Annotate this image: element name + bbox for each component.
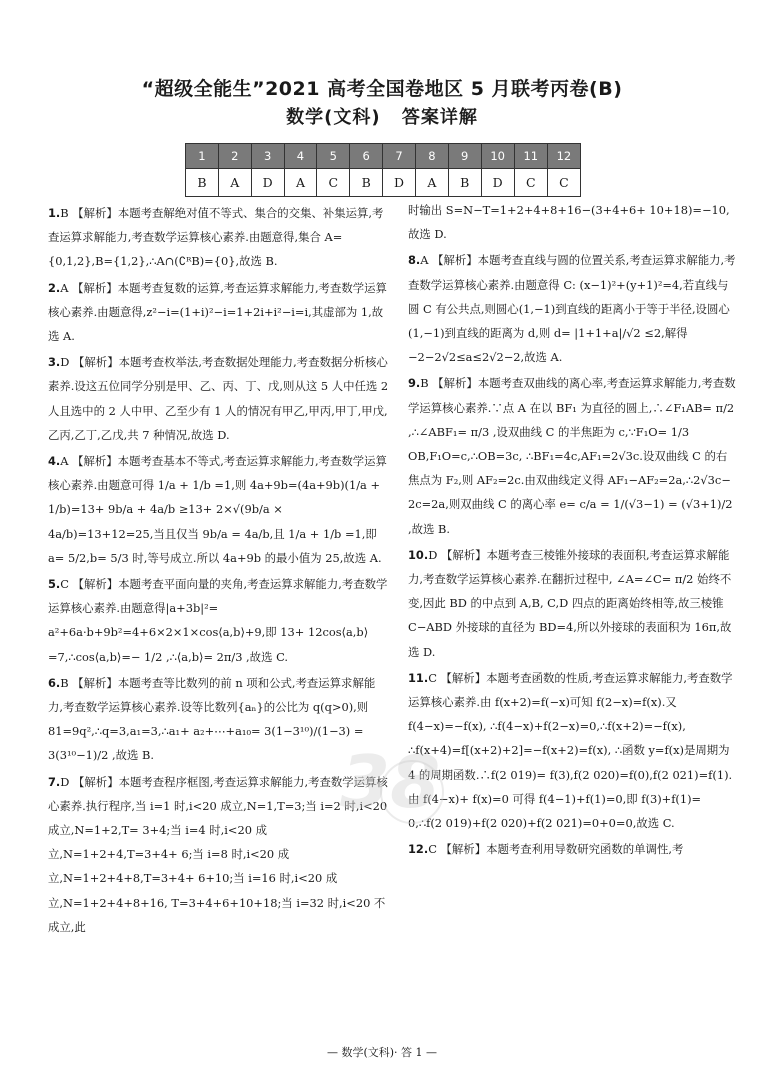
solution-number: 10.	[408, 547, 429, 562]
solution-number: 4.	[48, 454, 61, 469]
solution-item	[48, 671, 390, 768]
solution-item	[408, 248, 738, 369]
question-number-cell: 7	[383, 144, 416, 169]
solution-text: D 【解析】本题考查枚举法,考查数据处理能力,考查数据分析核心素养.设这五位同学分别是甲、乙、丙、丁、戊,则从这 5 人中任选 2 人且选中的 2 人中甲、乙至少有 1 人的情况有甲乙,甲丙,甲丁,甲戊,乙丙,乙丁,乙戊,共 7 种情况,故选 D.	[48, 355, 389, 442]
solution-number: 2.	[48, 280, 61, 295]
solution-item	[48, 201, 390, 274]
solution-item	[408, 837, 738, 861]
solution-number: 7.	[48, 774, 61, 789]
solution-item	[48, 276, 390, 349]
solution-number: 9.	[408, 376, 421, 391]
answer-table-answer-row	[186, 169, 581, 197]
solution-text: B 【解析】本题考查等比数列的前 n 项和公式,考查运算求解能力,考查数学运算核心素养.设等比数列{aₙ}的公比为 q(q>0),则 81=9q²,∴q=3,a₁=3,∴a₁+ a₂+⋯+a₁₀= 3(1−3¹⁰)/(1−3) = 3(3¹⁰−1)/2 ,故选 B.	[48, 675, 376, 763]
page-footer: — 数学(文科)· 答 1 —	[326, 1046, 438, 1059]
title-line1: “超级全能生”2021 高考全国卷地区 5 月联考丙卷(B)	[141, 78, 623, 100]
answer-cell: D	[481, 169, 514, 197]
question-number-cell: 6	[350, 144, 383, 169]
solution-number: 8.	[408, 253, 421, 268]
answer-cell: C	[514, 169, 547, 197]
question-number-cell: 2	[218, 144, 251, 169]
solution-item	[48, 770, 390, 939]
left-column	[48, 201, 390, 941]
answer-cell: A	[218, 169, 251, 197]
question-number-cell: 1	[186, 144, 219, 169]
answer-cell: A	[415, 169, 448, 197]
question-number-cell: 3	[251, 144, 284, 169]
solution-item	[48, 350, 390, 447]
solution-item	[408, 198, 738, 246]
solution-text: 时输出 S=N−T=1+2+4+8+16−(3+4+6+ 10+18)=−10,故选 D.	[408, 203, 730, 242]
solution-number: 12.	[408, 842, 429, 857]
answer-table-header-row	[186, 144, 581, 169]
answer-cell: B	[350, 169, 383, 197]
solution-item	[48, 449, 390, 570]
solution-text: C 【解析】本题考查利用导数研究函数的单调性,考	[428, 842, 684, 857]
watermark-ring	[380, 760, 444, 824]
solution-item	[408, 543, 738, 664]
solution-text: C 【解析】本题考查函数的性质,考查运算求解能力,考查数学运算核心素养.由 f(x+2)=f(−x)可知 f(2−x)=f(x).又 f(4−x)=−f(x), ∴f(4−x)+f(2−x)=0,∴f(x+2)=−f(x), ∴f(x+4)=f[(x+2)+2]=−f(x+2)=f(x), ∴函数 y=f(x)是周期为 4 的周期函数.∴f(2 019)= f(3),f(2 020)=f(0),f(2 021)=f(1).由 f(4−x)+ f(x)=0 可得 f(4−1)+f(1)=0,即 f(3)+f(1)= 0,∴f(2 019)+f(2 020)+f(2 021)=0+0=0,故选 C.	[408, 670, 733, 831]
answer-table	[185, 143, 581, 197]
solution-number: 5.	[48, 577, 61, 592]
answer-cell: D	[251, 169, 284, 197]
solution-text: D 【解析】本题考查三棱锥外接球的表面积,考查运算求解能力,考查数学运算核心素养.在翻折过程中, ∠A=∠C= π/2 始终不变,因此 BD 的中点到 A,B, C,D 四点的距离始终相等,故三棱锥 C−ABD 外接球的直径为 BD=4,所以外接球的表面积为 16π,故选 D.	[408, 547, 732, 659]
watermark-logo: 38	[340, 740, 441, 824]
right-column	[408, 198, 738, 863]
question-number-cell: 10	[481, 144, 514, 169]
answer-cell: B	[186, 169, 219, 197]
solution-number: 11.	[408, 670, 429, 685]
question-number-cell: 4	[284, 144, 317, 169]
answer-cell: A	[284, 169, 317, 197]
question-number-cell: 9	[448, 144, 481, 169]
solution-item	[408, 371, 738, 540]
question-number-cell: 5	[317, 144, 350, 169]
title-line2: 数学(文科) 答案详解	[286, 107, 478, 128]
answer-cell: C	[317, 169, 350, 197]
question-number-cell: 11	[514, 144, 547, 169]
answer-cell: D	[383, 169, 416, 197]
solution-text: B 【解析】本题考查双曲线的离心率,考查运算求解能力,考查数学运算核心素养.∵点 A 在以 BF₁ 为直径的圆上,∴∠F₁AB= π/2 ,∴∠ABF₁= π/3 ,设双曲线 C 的半焦距为 c,∵F₁O= 1/3 OB,F₁O=c,∴OB=3c, ∴BF₁=4c,AF₁=2√3c.设双曲线 C 的右焦点为 F₂,则 AF₂=2c.由双曲线定义得 AF₁−AF₂=2a,∴2√3c− 2c=2a,则双曲线 C 的离心率 e= c/a = 1/(√3−1) = (√3+1)/2 ,故选 B.	[408, 376, 736, 536]
solution-text: A 【解析】本题考查复数的运算,考查运算求解能力,考查数学运算核心素养.由题意得,z²−i=(1+i)²−i=1+2i+i²−i=i,其虚部为 1,故选 A.	[48, 280, 387, 344]
solution-number: 1.	[48, 206, 61, 220]
solution-item	[408, 666, 738, 835]
solution-text: A 【解析】本题考查基本不等式,考查运算求解能力,考查数学运算核心素养.由题意可得 1/a + 1/b =1,则 4a+9b=(4a+9b)(1/a + 1/b)=13+ 9b/a + 4a/b ≥13+ 2×√(9b/a × 4a/b)=13+12=25,当且仅当 9b/a = 4a/b,且 1/a + 1/b =1,即 a= 5/2,b= 5/3 时,等号成立.所以 4a+9b 的最小值为 25,故选 A.	[48, 454, 387, 565]
solution-text: C 【解析】本题考查平面向量的夹角,考查运算求解能力,考查数学运算核心素养.由题意得|a+3b|²= a²+6a·b+9b²=4+6×2×1×cos⟨a,b⟩+9,即 13+ 12cos⟨a,b⟩=7,∴cos⟨a,b⟩=− 1/2 ,∴⟨a,b⟩= 2π/3 ,故选 C.	[48, 577, 388, 664]
answer-cell: B	[448, 169, 481, 197]
question-number-cell: 12	[547, 144, 580, 169]
solution-text: B 【解析】本题考查解绝对值不等式、集合的交集、补集运算,考查运算求解能力,考查数学运算核心素养.由题意得,集合 A={0,1,2},B={1,2},∴A∩(∁ᴿB)={0},故选 B.	[48, 206, 384, 269]
solution-number: 6.	[48, 675, 61, 690]
solution-text: D 【解析】本题考查程序框图,考查运算求解能力,考查数学运算核心素养.执行程序,当 i=1 时,i<20 成立,N=1,T=3;当 i=2 时,i<20 成立,N=1+2,T= 3+4;当 i=4 时,i<20 成立,N=1+2+4,T=3+4+ 6;当 i=8 时,i<20 成立,N=1+2+4+8,T=3+4+ 6+10;当 i=16 时,i<20 成立,N=1+2+4+8+16, T=3+4+6+10+18;当 i=32 时,i<20 不成立,此	[48, 774, 388, 934]
solution-text: A 【解析】本题考查直线与圆的位置关系,考查运算求解能力,考查数学运算核心素养.由题意得 C: (x−1)²+(y+1)²=4,若直线与圆 C 有公共点,则圆心(1,−1)到直线的距离小于等于半径,设圆心(1,−1)到直线的距离为 d,则 d= |1+1+a|/√2 ≤2,解得 −2−2√2≤a≤2√2−2,故选 A.	[408, 253, 736, 365]
solution-number: 3.	[48, 355, 61, 370]
solution-item	[48, 572, 390, 669]
answer-cell: C	[547, 169, 580, 197]
question-number-cell: 8	[415, 144, 448, 169]
